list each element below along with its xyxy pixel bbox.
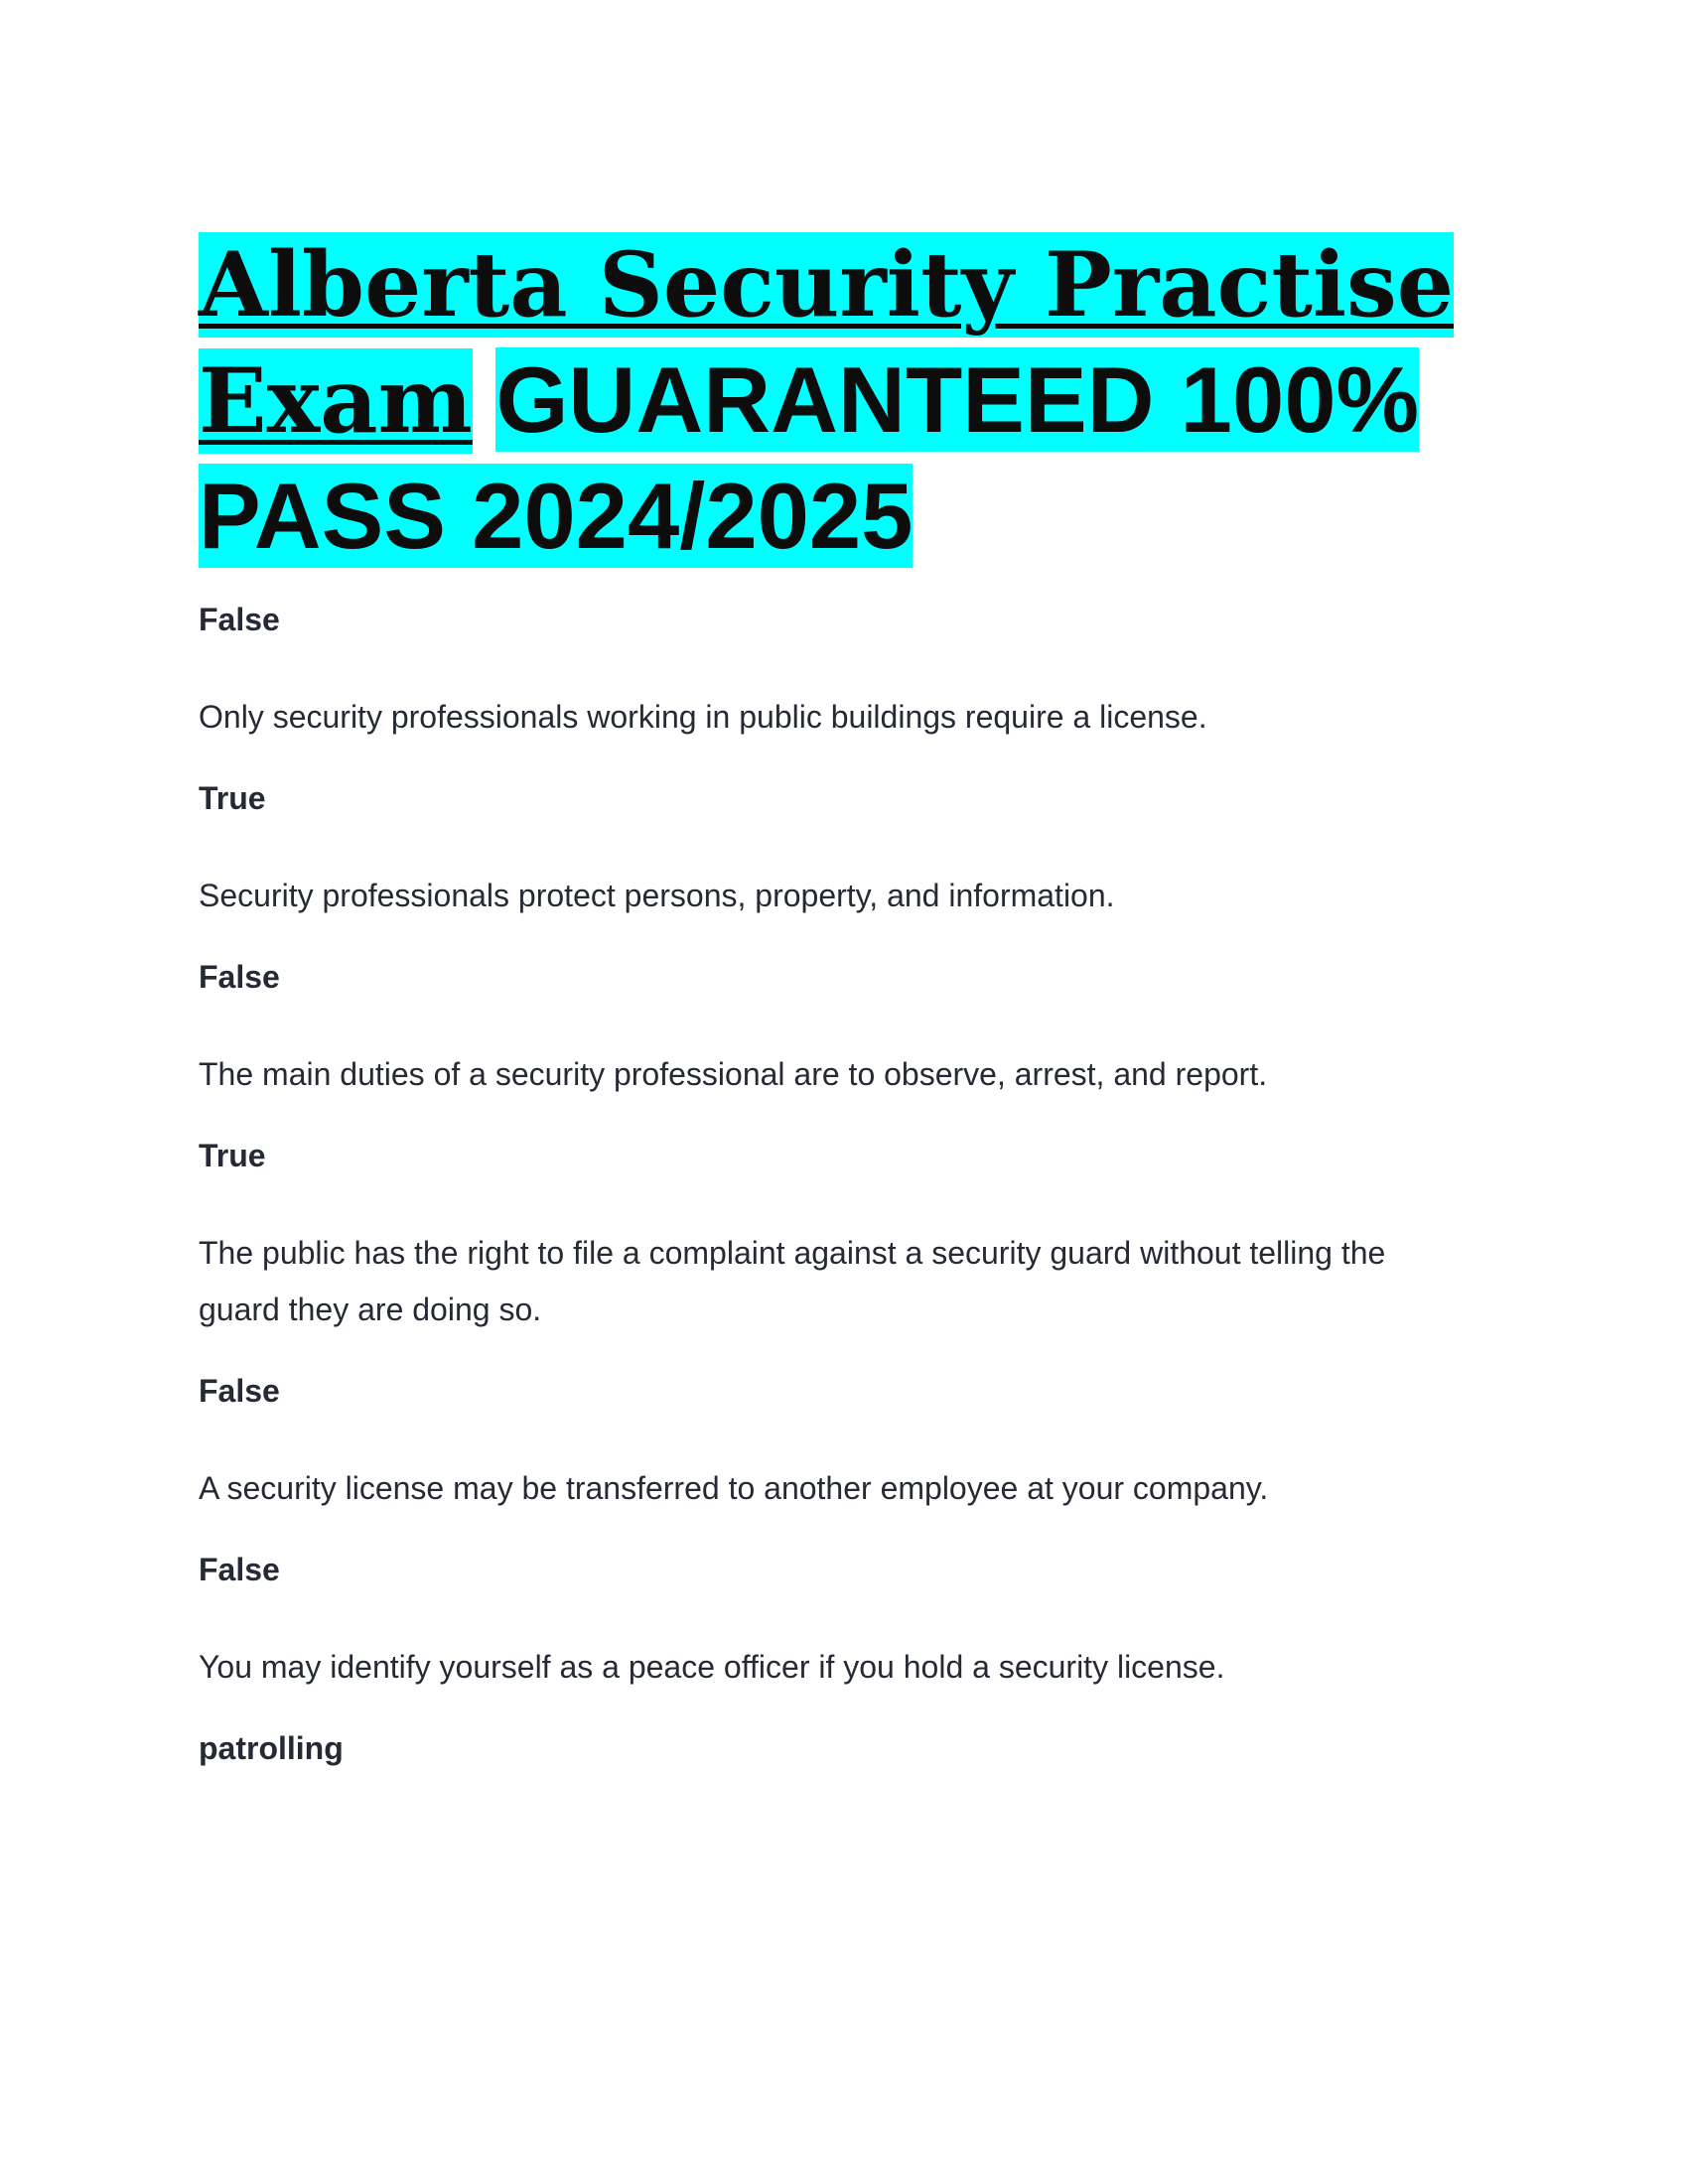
title-underlined-part: Alberta Security Practise Exam bbox=[199, 232, 1455, 454]
question-text: The public has the right to file a complaint against a security guard without telling the guard they are doing so. bbox=[199, 1235, 1386, 1327]
answer-text: True bbox=[199, 780, 266, 816]
document-title bbox=[199, 228, 1489, 575]
answer-text: True bbox=[199, 1138, 266, 1173]
title-bold-part: GUARANTEED 100% PASS 2024/2025 bbox=[199, 347, 1420, 568]
answer-text: False bbox=[199, 1373, 280, 1409]
qa-item bbox=[199, 778, 1489, 924]
question-text: You may identify yourself as a peace officer if you hold a security license. bbox=[199, 1649, 1225, 1685]
answer-text: False bbox=[199, 959, 280, 995]
answer-text: False bbox=[199, 1552, 280, 1587]
qa-item bbox=[199, 1136, 1489, 1338]
qa-item bbox=[199, 1728, 1489, 1768]
answer-text: patrolling bbox=[199, 1730, 344, 1766]
qa-item bbox=[199, 1550, 1489, 1696]
question-text: A security license may be transferred to another employee at your company. bbox=[199, 1470, 1269, 1506]
question-text: Security professionals protect persons, property, and information. bbox=[199, 878, 1115, 913]
qa-item bbox=[199, 600, 1489, 746]
qa-item bbox=[199, 957, 1489, 1103]
answer-text: False bbox=[199, 602, 280, 637]
qa-list bbox=[199, 600, 1489, 1768]
document-page bbox=[199, 228, 1489, 1818]
question-text: The main duties of a security professional are to observe, arrest, and report. bbox=[199, 1056, 1268, 1092]
qa-item bbox=[199, 1371, 1489, 1517]
question-text: Only security professionals working in public buildings require a license. bbox=[199, 699, 1207, 735]
